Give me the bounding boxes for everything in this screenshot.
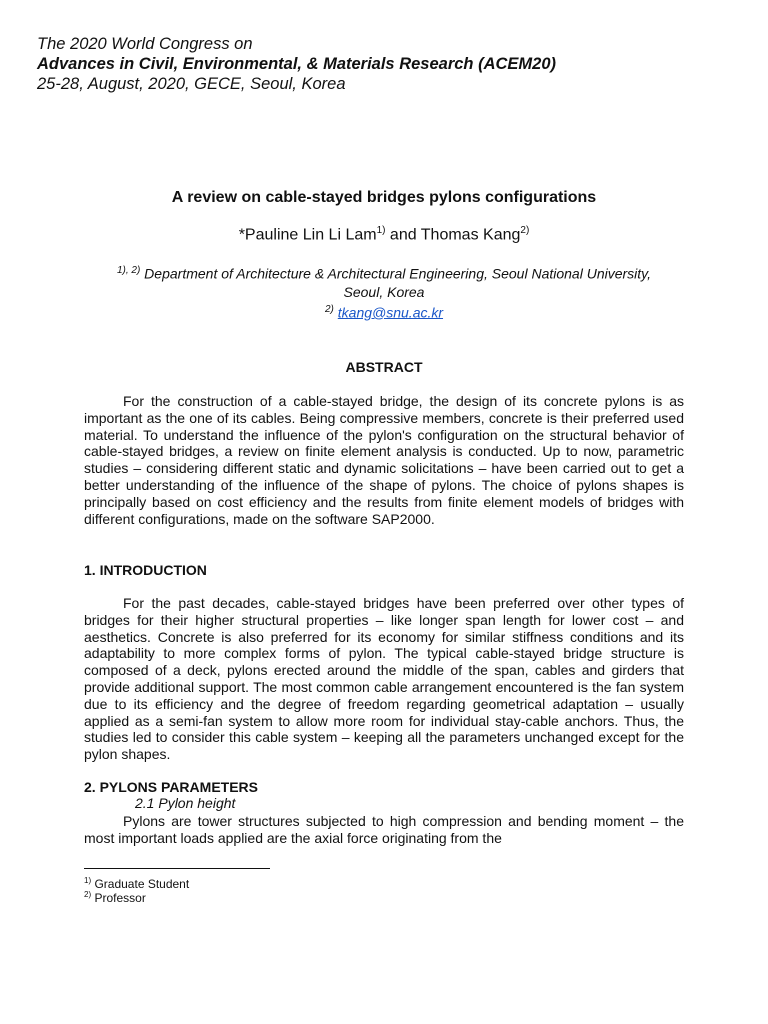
author-2: and Thomas Kang: [385, 226, 521, 244]
conference-line-1: The 2020 World Congress on: [37, 35, 253, 53]
author-2-mark: 2): [520, 225, 530, 236]
footnote-2-text: Professor: [91, 891, 146, 905]
footnote-2: [84, 888, 146, 905]
affiliation-line-1: Department of Architecture & Architectural Engineering, Seoul National University,: [140, 265, 652, 282]
conference-header: [37, 34, 737, 94]
email-link[interactable]: tkang@snu.ac.kr: [337, 304, 444, 321]
author-1-mark: 1): [376, 225, 386, 236]
conference-line-2: Advances in Civil, Environmental, & Materials Research (ACEM20): [37, 55, 557, 73]
affiliation: [84, 262, 684, 321]
footnote-2-mark: 2): [84, 890, 92, 899]
paper-title: A review on cable-stayed bridges pylons configurations: [171, 189, 597, 206]
pylon-height-heading: 2.1 Pylon height: [135, 795, 236, 811]
introduction-text: For the past decades, cable-stayed bridges have been preferred over other types of bridges for their higher structural properties – like longer span length for lower cost – and aesthetics. Concrete is also preferred for its economy for similar stiffness conditions and its adaptability to more complex forms of pylon. The typical cable-stayed bridge structure is composed of a deck, pylons erected around the middle of the span, cables and girders that provide additional support. The most common cable arrangement encountered is the fan system due to its efficiency and the degree of freedom regarding geometrical adaptation – usually applied as a semi-fan system to allow more room for individual stay-cable anchors. Thus, the studies led to consider this cable system – keeping all the parameters unchanged except for the pylon shapes.: [84, 595, 684, 763]
conference-line-3: 25-28, August, 2020, GECE, Seoul, Korea: [37, 75, 346, 93]
email-mark: 2): [324, 303, 334, 315]
author-line: [0, 225, 768, 244]
footnote-1-mark: 1): [84, 876, 92, 885]
footnote-divider: [84, 868, 270, 869]
affiliation-line-2: Seoul, Korea: [343, 283, 425, 300]
footnote-1-text: Graduate Student: [91, 877, 190, 891]
abstract-text: For the construction of a cable-stayed bridge, the design of its concrete pylons is as important as the one of its cables. Being compressive members, concrete is their preferred used material. To understand the influence of the pylon's configuration on the structural behavior of cable-stayed bridges, a review on finite element analysis is conducted. Up to now, parametric studies – considering different static and dynamic solicitations – have been carried out to get a better understanding of the influence of the shape of pylons. The choice of pylons shapes is principally based on cost efficiency and the results from finite element models of bridges with different configurations, made on the software SAP2000.: [84, 393, 684, 527]
pylons-parameters-heading: 2. PYLONS PARAMETERS: [84, 779, 258, 795]
introduction-heading: 1. INTRODUCTION: [84, 562, 207, 578]
affiliation-mark: 1), 2): [116, 265, 141, 276]
abstract-heading: ABSTRACT: [345, 359, 423, 375]
author-1: *Pauline Lin Li Lam: [238, 226, 377, 244]
pylon-height-text: Pylons are tower structures subjected to high compression and bending moment – the most important loads applied are the axial force originating from the: [84, 813, 684, 846]
